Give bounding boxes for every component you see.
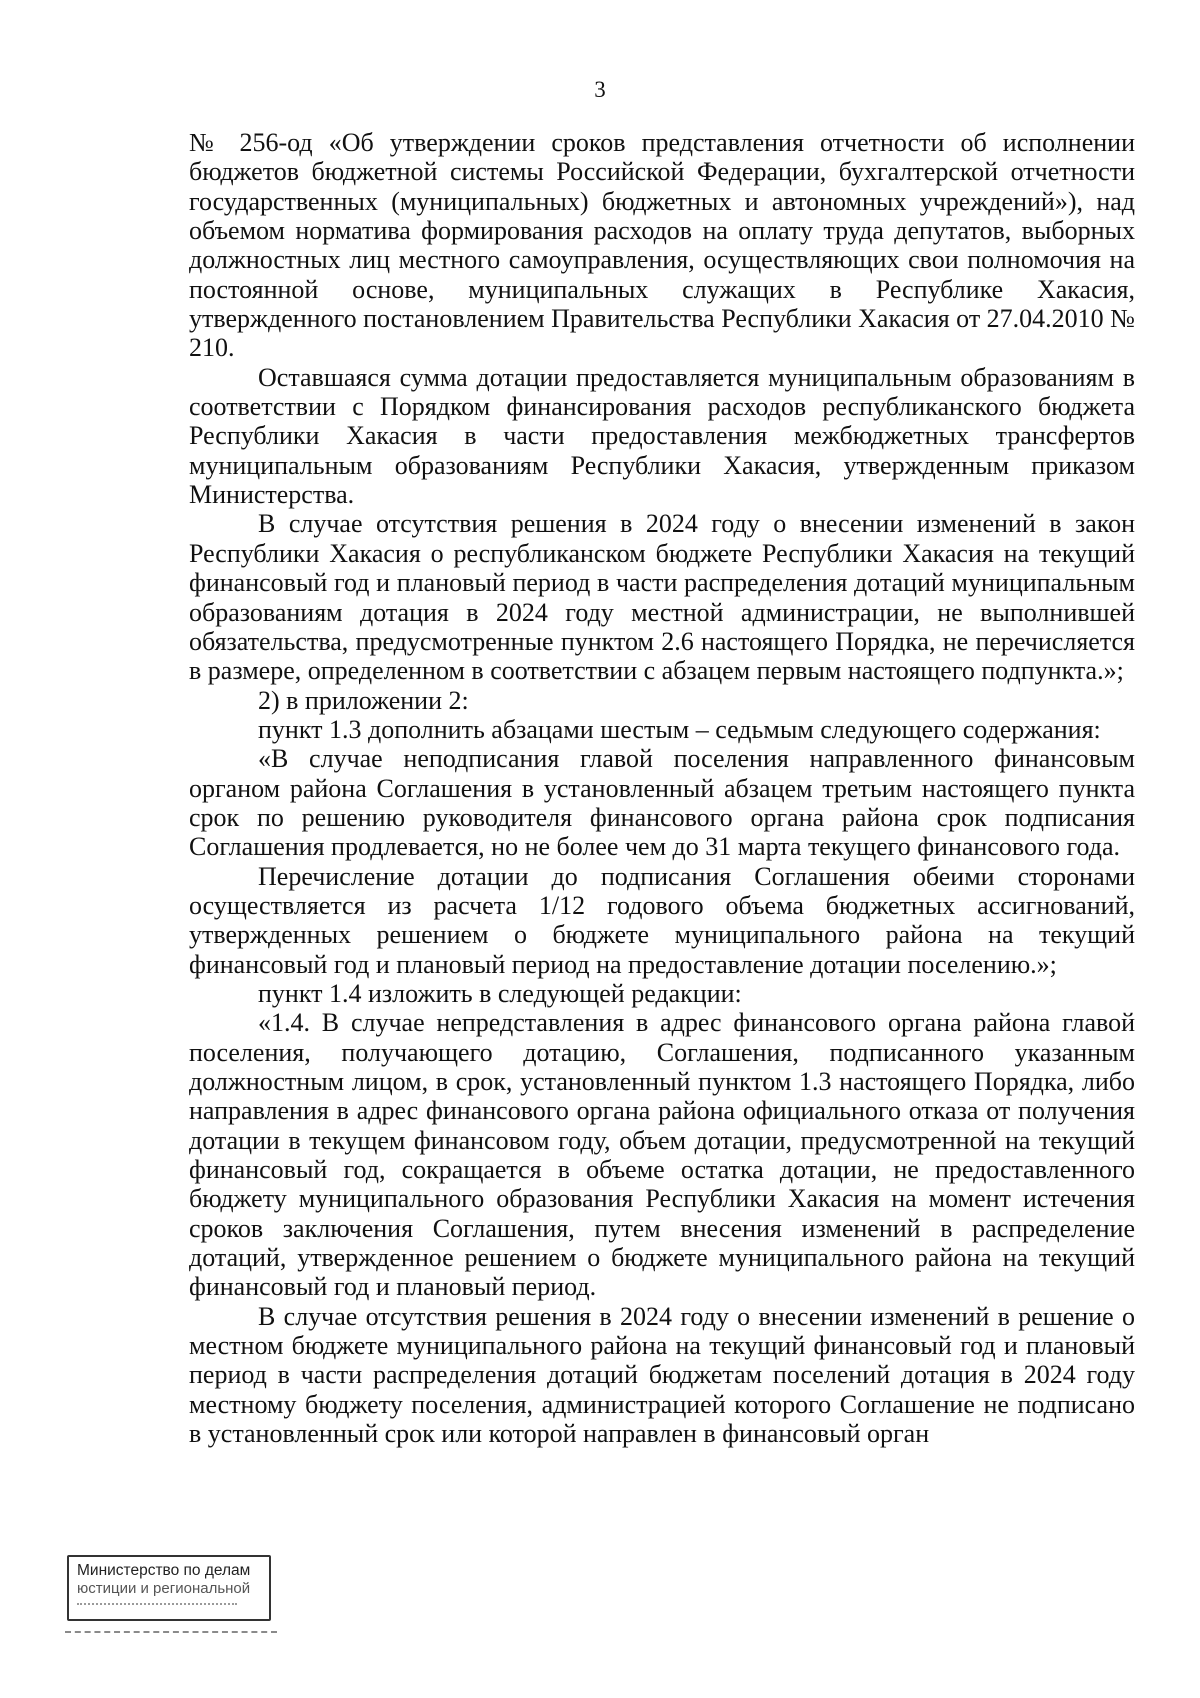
paragraph: Перечисление дотации до подписания Соглашения обеими сторонами осуществляется из расчета 1/12 годового объема бюджетных ассигнований, утвержденных решением о бюджете муниципального района на текущий финансовый год и плановый период на предоставление дотации поселению.»; bbox=[189, 861, 1135, 979]
paragraph: В случае отсутствия решения в 2024 году о внесении изменений в решение о местном бюджете муниципального района на текущий финансовый год и плановый период в части распределения дотаций бюджетам поселений дотация в 2024 году местному бюджету поселения, администрацией которого Соглашение не подписано в установленный срок или которой направлен в финансовый орган bbox=[189, 1301, 1135, 1449]
stamp-bottom-edge bbox=[65, 1631, 277, 1633]
ministry-stamp bbox=[67, 1555, 271, 1621]
paragraph: «1.4. В случае непредставления в адрес финансового органа района главой поселения, получающего дотацию, Соглашения, подписанного указанным должностным лицом, в срок, установленный пунктом 1.3 настоящего Порядка, либо направления в адрес финансового органа района официального отказа от получения дотации в текущем финансовом году, объем дотации, предусмотренной на текущий финансовый год, сокращается в объеме остатка дотации, не предоставленного бюджету муниципального образования Республики Хакасия на момент истечения сроков заключения Соглашения, путем внесения изменений в распределение дотаций, утвержденное решением о бюджете муниципального района на текущий финансовый год и плановый период. bbox=[189, 1008, 1135, 1302]
page-number: 3 bbox=[594, 77, 606, 102]
paragraph: 2) в приложении 2: bbox=[258, 685, 469, 715]
paragraph: пункт 1.3 дополнить абзацами шестым – седьмым следующего содержания: bbox=[258, 714, 1101, 744]
stamp-line-1: Министерство по делам bbox=[77, 1562, 251, 1579]
stamp-faded-line bbox=[77, 1601, 237, 1605]
paragraph: пункт 1.4 изложить в следующей редакции: bbox=[258, 978, 742, 1008]
paragraph: «В случае неподписания главой поселения направленного финансовым органом района Соглашения в установленный абзацем третьим настоящего пункта срок по решению руководителя финансового органа района срок подписания Соглашения продлевается, но не более чем до 31 марта текущего финансового года. bbox=[189, 744, 1135, 862]
paragraph: Оставшаяся сумма дотации предоставляется муниципальным образованиям в соответствии с Порядком финансирования расходов республиканского бюджета Республики Хакасия в части предоставления межбюджетных трансфертов муниципальным образованиям Республики Хакасия, утвержденным приказом Министерства. bbox=[189, 362, 1135, 510]
document-body bbox=[189, 128, 1135, 1448]
paragraph: № 256-од «Об утверждении сроков представления отчетности об исполнении бюджетов бюджетной системы Российской Федерации, бухгалтерской отчетности государственных (муниципальных) бюджетных и автономных учреждений»), над объемом норматива формирования расходов на оплату труда депутатов, выборных должностных лиц местного самоуправления, осуществляющих свои полномочия на постоянной основе, муниципальных служащих в Республике Хакасия, утвержденного постановлением Правительства Республики Хакасия от 27.04.2010 № 210. bbox=[189, 128, 1135, 363]
paragraph: В случае отсутствия решения в 2024 году о внесении изменений в закон Республики Хакасия о республиканском бюджете Республики Хакасия на текущий финансовый год и плановый период в части распределения дотаций муниципальным образованиям дотация в 2024 году местной администрации, не выполнившей обязательства, предусмотренные пунктом 2.6 настоящего Порядка, не перечисляется в размере, определенном в соответствии с абзацем первым настоящего подпункта.»; bbox=[189, 509, 1135, 686]
stamp-line-2: юстиции и региональной bbox=[77, 1580, 251, 1597]
